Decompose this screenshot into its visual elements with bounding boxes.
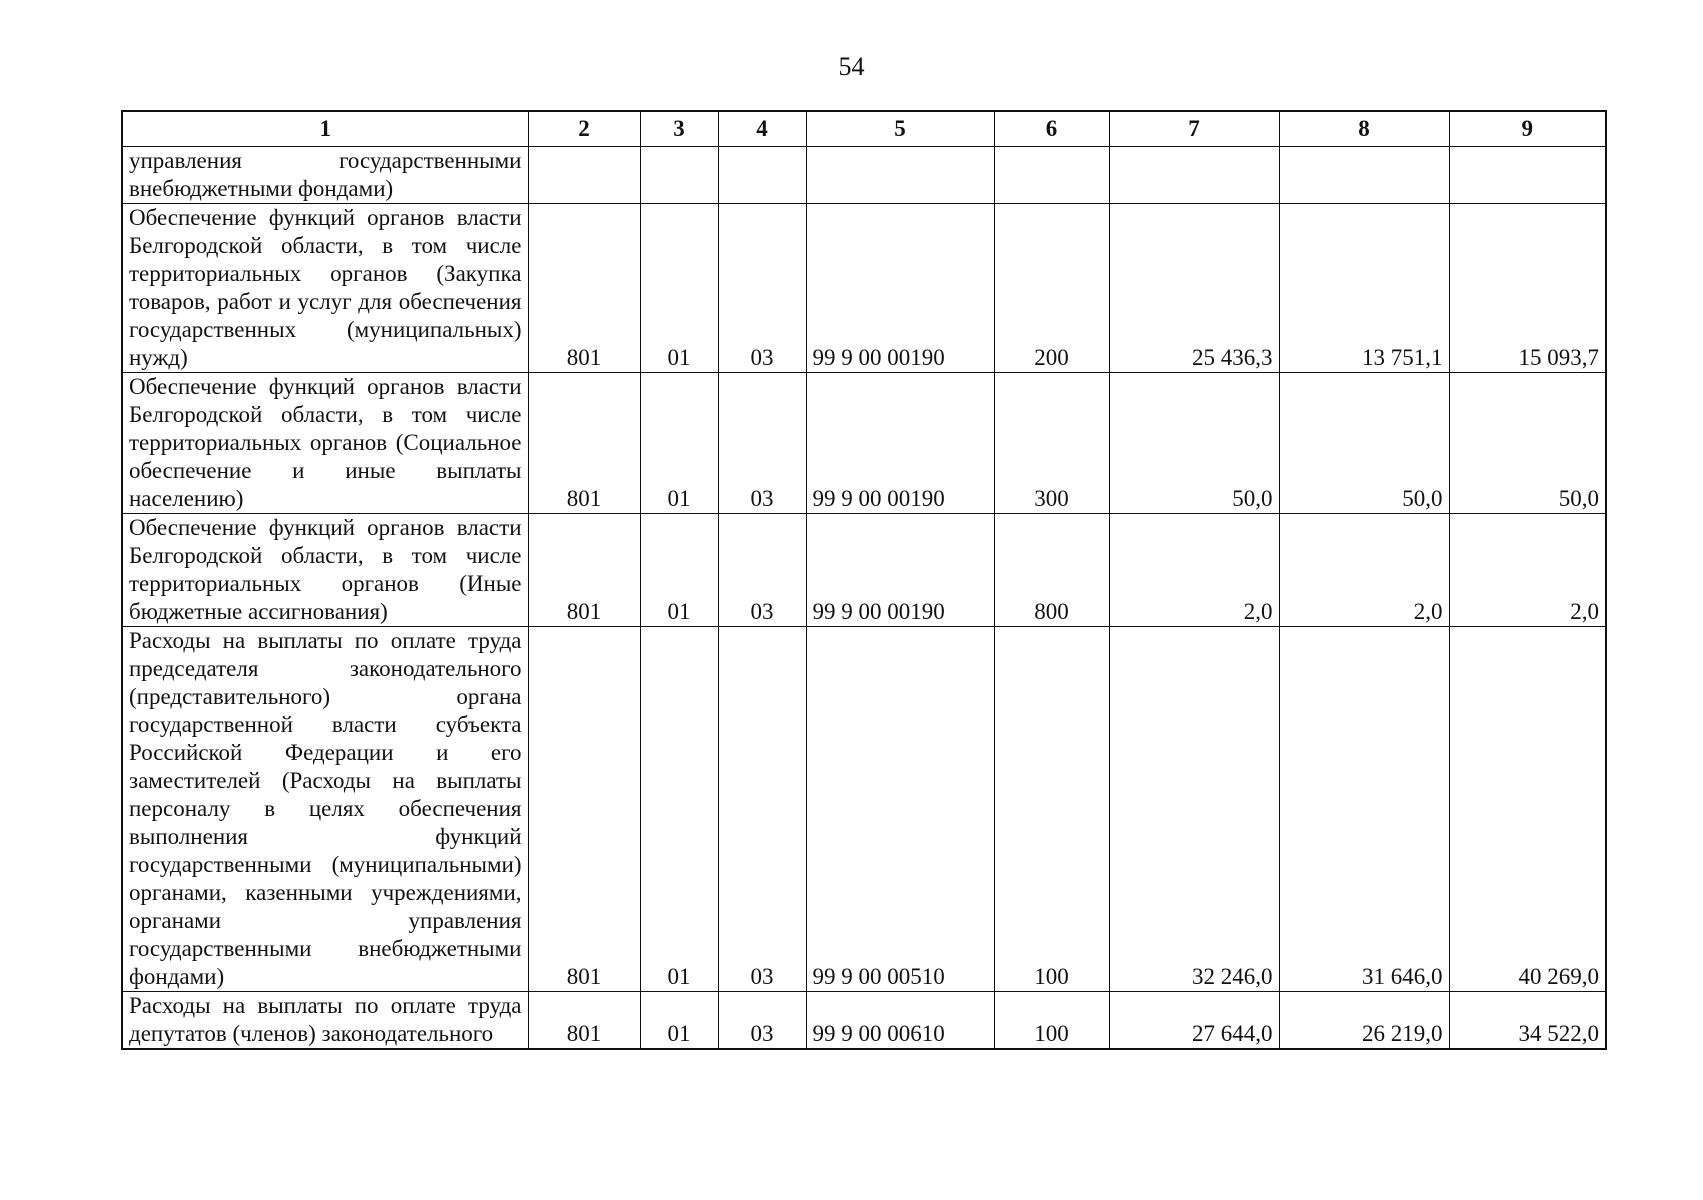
cell-col-4: 03 <box>718 627 806 992</box>
cell-col-7: 27 644,0 <box>1109 992 1279 1050</box>
table-row <box>122 514 1606 627</box>
cell-col-8: 26 219,0 <box>1279 992 1449 1050</box>
cell-col-9: 50,0 <box>1449 373 1606 514</box>
cell-col-7 <box>1109 147 1279 204</box>
table-row <box>122 147 1606 204</box>
cell-col-4 <box>718 147 806 204</box>
cell-col-2: 801 <box>528 514 640 627</box>
cell-col-5: 99 9 00 00190 <box>806 373 994 514</box>
cell-col-3: 01 <box>640 373 718 514</box>
cell-col-8: 13 751,1 <box>1279 204 1449 373</box>
cell-col-8: 50,0 <box>1279 373 1449 514</box>
cell-col-5: 99 9 00 00510 <box>806 627 994 992</box>
row-description: Обеспечение функций органов власти Белгородской области, в том числе территориальных органов (Социальное обеспечение и иные выплаты населению) <box>122 373 528 514</box>
cell-col-4: 03 <box>718 204 806 373</box>
cell-col-3: 01 <box>640 992 718 1050</box>
cell-col-6: 200 <box>994 204 1109 373</box>
cell-col-3: 01 <box>640 514 718 627</box>
cell-col-5 <box>806 147 994 204</box>
cell-col-2: 801 <box>528 204 640 373</box>
table-row <box>122 992 1606 1050</box>
cell-col-7: 25 436,3 <box>1109 204 1279 373</box>
cell-col-5: 99 9 00 00610 <box>806 992 994 1050</box>
header-col-1: 1 <box>122 111 528 147</box>
cell-col-9 <box>1449 147 1606 204</box>
cell-col-3: 01 <box>640 204 718 373</box>
cell-col-5: 99 9 00 00190 <box>806 514 994 627</box>
table-row <box>122 373 1606 514</box>
cell-col-6: 100 <box>994 992 1109 1050</box>
cell-col-4: 03 <box>718 373 806 514</box>
cell-col-7: 2,0 <box>1109 514 1279 627</box>
header-row <box>122 111 1606 147</box>
cell-col-6: 300 <box>994 373 1109 514</box>
cell-col-9: 2,0 <box>1449 514 1606 627</box>
cell-col-2 <box>528 147 640 204</box>
row-description: управления государственными внебюджетными фондами) <box>122 147 528 204</box>
cell-col-7: 50,0 <box>1109 373 1279 514</box>
header-col-5: 5 <box>806 111 994 147</box>
cell-col-6 <box>994 147 1109 204</box>
header-col-6: 6 <box>994 111 1109 147</box>
cell-col-4: 03 <box>718 992 806 1050</box>
row-description: Расходы на выплаты по оплате труда депутатов (членов) законодательного <box>122 992 528 1050</box>
header-col-4: 4 <box>718 111 806 147</box>
table-row <box>122 627 1606 992</box>
cell-col-7: 32 246,0 <box>1109 627 1279 992</box>
row-description: Расходы на выплаты по оплате труда председателя законодательного (представительного) органа государственной власти субъекта Российской Федерации и его заместителей (Расходы на выплаты персоналу в целях обеспечения выполнения функций государственными (муниципальными) органами, казенными учреждениями, органами управления государственными внебюджетными фондами) <box>122 627 528 992</box>
table-row <box>122 204 1606 373</box>
row-description: Обеспечение функций органов власти Белгородской области, в том числе территориальных органов (Закупка товаров, работ и услуг для обеспечения государственных (муниципальных) нужд) <box>122 204 528 373</box>
cell-col-9: 34 522,0 <box>1449 992 1606 1050</box>
cell-col-3: 01 <box>640 627 718 992</box>
budget-table <box>121 110 1607 1050</box>
header-col-3: 3 <box>640 111 718 147</box>
page-number: 54 <box>838 52 865 81</box>
header-col-9: 9 <box>1449 111 1606 147</box>
cell-col-4: 03 <box>718 514 806 627</box>
cell-col-9: 15 093,7 <box>1449 204 1606 373</box>
header-col-8: 8 <box>1279 111 1449 147</box>
cell-col-8: 31 646,0 <box>1279 627 1449 992</box>
row-description: Обеспечение функций органов власти Белгородской области, в том числе территориальных органов (Иные бюджетные ассигнования) <box>122 514 528 627</box>
header-col-2: 2 <box>528 111 640 147</box>
cell-col-6: 100 <box>994 627 1109 992</box>
cell-col-8 <box>1279 147 1449 204</box>
cell-col-8: 2,0 <box>1279 514 1449 627</box>
cell-col-2: 801 <box>528 992 640 1050</box>
cell-col-9: 40 269,0 <box>1449 627 1606 992</box>
cell-col-6: 800 <box>994 514 1109 627</box>
cell-col-5: 99 9 00 00190 <box>806 204 994 373</box>
header-col-7: 7 <box>1109 111 1279 147</box>
cell-col-3 <box>640 147 718 204</box>
cell-col-2: 801 <box>528 373 640 514</box>
cell-col-2: 801 <box>528 627 640 992</box>
